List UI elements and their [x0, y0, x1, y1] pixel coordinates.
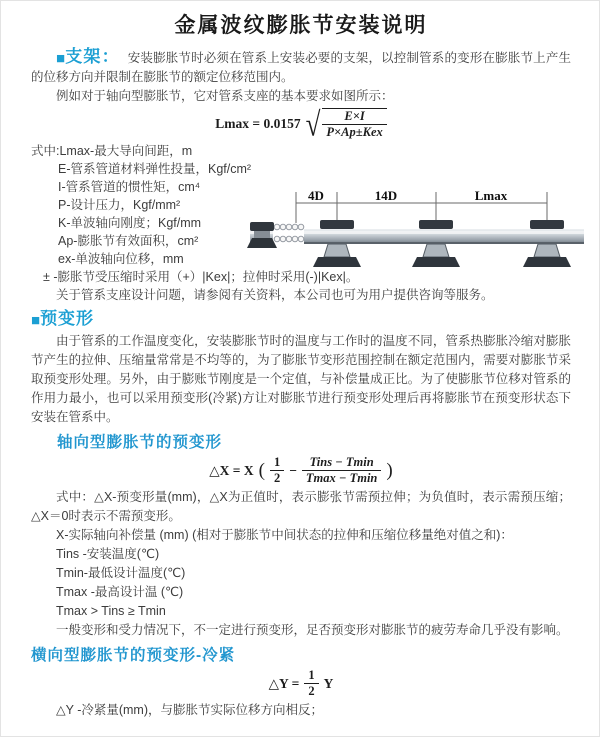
- section-marker-icon: ■: [31, 312, 41, 329]
- def-item: I-管系管道的惯性矩，cm⁴: [58, 180, 201, 194]
- formula-lateral-half: [304, 668, 318, 699]
- close-paren: ): [386, 460, 393, 481]
- def-item: Ap-膨胀节有效面积，cm²: [58, 234, 199, 248]
- dim-label-lmax: Lmax: [474, 189, 508, 203]
- def-item: ex-单波轴向位移，mm: [58, 252, 184, 266]
- lateral-note-line: △Y -冷紧量(mm)，与膨胀节实际位移方向相反；: [56, 703, 324, 717]
- dim-label-14d: 14D: [374, 189, 398, 203]
- temp-numerator: Tins − Tmin: [309, 455, 374, 469]
- minus-sign: −: [289, 462, 297, 478]
- formula-lmax: [31, 105, 571, 143]
- formula-lmax-fraction: [322, 108, 386, 140]
- support-text: 安装膨胀节时必须在管系上安装必要的支架，以控制管系的变形在膨胀节上产生的位移方向并限制在膨胀节的额定位移范围内。: [31, 51, 571, 84]
- radical-sign-icon: √: [305, 105, 321, 143]
- formula-lmax-lhs: Lmax = 0.0157: [215, 116, 301, 131]
- support-section-heading: 支架：: [65, 47, 120, 66]
- lateral-subheading: 横向型膨胀节的预变形-冷紧: [31, 647, 236, 664]
- axial-explain-paragraph: 式中：△X-预变形量(mm)，△X为正值时，表示膨张节需预拉伸；为负值时，表示需预压缩；△X＝0时表示不需预变形。: [31, 490, 571, 523]
- support-example-line: 例如对于轴向型膨胀节，它对管系支座的基本要求如图所示：: [56, 89, 394, 103]
- page-title: 金属波纹膨胀节安装说明: [174, 14, 428, 37]
- axial-line: Tins -安装温度(℃): [56, 547, 160, 561]
- half-numerator: 1: [308, 668, 315, 682]
- half-denominator: 2: [304, 683, 318, 699]
- open-paren: (: [258, 460, 265, 481]
- dim-label-4d: 4D: [308, 189, 324, 203]
- section-marker-icon: ■: [56, 50, 66, 67]
- axial-subheading: 轴向型膨胀节的预变形: [57, 434, 223, 451]
- axial-line: Tmax > Tins ≥ Tmin: [56, 604, 166, 618]
- formula-axial-half: [270, 455, 284, 486]
- def-item: K-单波轴向刚度；Kgf/mm: [58, 216, 202, 230]
- axial-line: X-实际轴向补偿量 (mm) (相对于膨胀节中间状态的拉伸和压缩位移量绝对值之和)：: [56, 528, 513, 542]
- axial-line: Tmax -最高设计温 (℃): [56, 585, 184, 599]
- pipe-support-drawing: [244, 189, 598, 287]
- formula-axial-lhs: △X = X: [209, 462, 254, 478]
- support-paragraph: [31, 47, 571, 87]
- formula-lmax-denominator: P×Ap±Kex: [322, 124, 386, 140]
- pipe-support-diagram: [244, 189, 598, 287]
- formula-lateral: [31, 668, 571, 699]
- preform-section-heading: [31, 308, 571, 332]
- formula-lmax-numerator: E×I: [344, 109, 365, 123]
- def-plusminus-line: ± -膨胀节受压缩时采用（+）|Kex|；拉伸时采用(-)|Kex|。: [43, 270, 359, 284]
- axial-line: 一般变形和受力情况下，不一定进行预变形，足否预变形对膨胀节的疲劳寿命几乎没有影响。: [56, 623, 569, 637]
- temp-denominator: Tmax − Tmin: [302, 470, 381, 486]
- formula-lateral-rhs: Y: [323, 675, 334, 691]
- def-item: E-管系管道材料弹性投量，Kgf/cm²: [58, 162, 252, 176]
- preform-heading-text: 预变形: [40, 309, 95, 328]
- half-denominator: 2: [270, 470, 284, 486]
- half-numerator: 1: [273, 455, 281, 469]
- bellows-icon: [273, 223, 304, 247]
- def-item: P-设计压力，Kgf/mm²: [58, 198, 181, 212]
- axial-line: Tmin-最低设计温度(℃): [56, 566, 186, 580]
- preform-paragraph: 由于管系的工作温度变化，安装膨胀节时的温度与工作时的温度不同，管系热膨胀冷缩对膨胀节产生的拉伸、压缩量常常是不均等的，为了膨胀节变形范围控制在额定范围内，需要对膨胀节采取预变形处理。另外，由于膨账节刚度是一个定值，与补偿量成正比。为了使膨胀节位移对管系的作用力最小，也可以采用预变形(冷紧)方让对膨胀节进行预变形处理后再将膨胀节在预变形状态下安装在管系中。: [31, 334, 571, 424]
- formula-axial-temp-fraction: [302, 455, 381, 486]
- defs-intro-line: 式中:Lmax-最大导向间距，m: [31, 144, 193, 158]
- defs-consult-note: 关于管系支座设计问题，请参阅有关资料，本公司也可为用户提供咨询等服务。: [56, 288, 494, 302]
- formula-lateral-lhs: △Y =: [268, 675, 300, 691]
- formula-axial: [31, 455, 571, 486]
